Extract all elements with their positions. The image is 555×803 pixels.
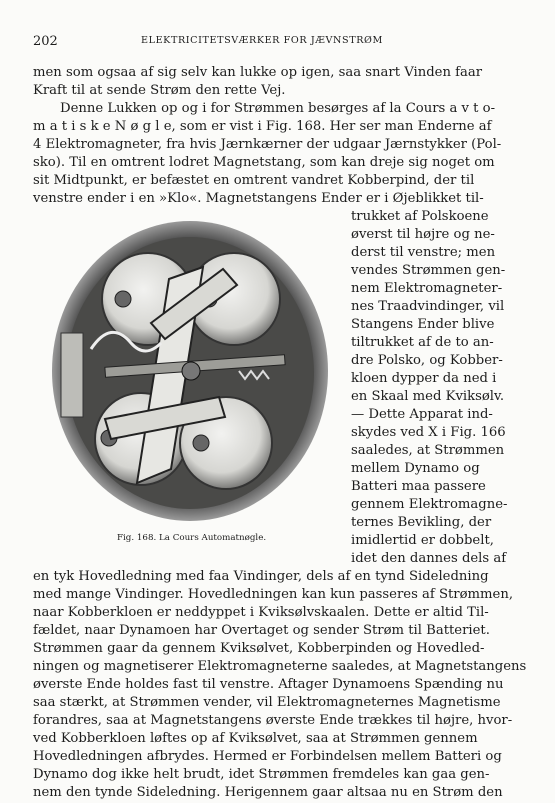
text-line: ternes Bevikling, der	[351, 515, 492, 530]
text-line: sko). Til en omtrent lodret Magnetstang, som kan dreje sig noget om	[33, 155, 495, 170]
text-line: naar Kobberkloen er neddyppet i Kviksølvskaalen. Dette er altid Til-	[33, 605, 489, 620]
text-line: ved Kobberkloen løftes op af Kviksølvet, saa at Strømmen gennem	[33, 731, 478, 746]
text-line: saa stærkt, at Strømmen vender, vil Elektromagneternes Magnetisme	[33, 695, 501, 710]
figure-automatic-key	[51, 221, 328, 526]
running-head: ELEKTRICITETSVÆRKER FOR JÆVNSTRØM	[141, 35, 383, 46]
text-line: gennem Elektromagne-	[351, 497, 508, 512]
text-line: saaledes, at Strømmen	[351, 443, 505, 458]
text-line: men som ogsaa af sig selv kan lukke op igen, saa snart Vinden faar	[33, 65, 483, 80]
text-line: derst til venstre; men	[351, 245, 496, 260]
screw	[193, 435, 209, 451]
left-bracket	[61, 333, 83, 417]
text-line: — Dette Apparat ind-	[351, 407, 493, 422]
text-line: sit Midtpunkt, er befæstet en omtrent vandret Kobberpind, der til	[33, 173, 475, 188]
text-line: en Skaal med Kviksølv.	[351, 389, 505, 404]
page-header	[33, 34, 523, 50]
text-line: idet den dannes dels af	[351, 551, 507, 566]
text-line: øverst til højre og ne-	[351, 227, 495, 242]
text-line: mellem Dynamo og	[351, 461, 480, 476]
text-line: nem den tynde Sideledning. Herigennem gaar altsaa nu en Strøm den	[33, 785, 503, 800]
text-line: kloen dypper da ned i	[351, 371, 497, 386]
pivot	[182, 362, 200, 380]
text-line: trukket af Polskoene	[351, 209, 489, 224]
text-line: øverste Ende holdes fast til venstre. Aftager Dynamoens Spænding nu	[33, 677, 504, 692]
text-line: med mange Vindinger. Hovedledningen kan kun passeres af Strømmen,	[33, 587, 514, 602]
text-line: Dynamo dog ikke helt brudt, idet Strømmen fremdeles kan gaa gen-	[33, 767, 490, 782]
text-line: Denne Lukken op og i for Strømmen besørges af la Cours a v t o-	[60, 101, 496, 116]
text-line: en tyk Hovedledning med faa Vindinger, dels af en tynd Sideledning	[33, 569, 489, 584]
text-line: nem Elektromagneter-	[351, 281, 503, 296]
text-line: Hovedledningen afbrydes. Hermed er Forbindelsen mellem Batteri og	[33, 749, 502, 764]
page-number: 202	[33, 34, 58, 49]
text-line: 4 Elektromagneter, fra hvis Jærnkærner der udgaar Jærnstykker (Pol-	[33, 137, 502, 152]
text-line: forandres, saa at Magnetstangens øverste Ende trækkes til højre, hvor-	[33, 713, 513, 728]
text-line: m a t i s k e N ø g l e, som er vist i Fig. 168. Her ser man Enderne af	[33, 119, 492, 134]
text-line: fældet, naar Dynamoen har Overtaget og sender Strøm til Batteriet.	[33, 623, 490, 638]
text-line: Stangens Ender blive	[351, 317, 495, 332]
figure-photograph	[51, 221, 328, 526]
figure-caption: Fig. 168. La Cours Automatnøgle.	[117, 533, 267, 543]
text-line: Batteri maa passere	[351, 479, 486, 494]
text-line: venstre ender i en »Klo«. Magnetstangens Ender er i Øjeblikket til-	[33, 191, 484, 206]
text-line: nes Traadvindinger, vil	[351, 299, 505, 314]
text-line: vendes Strømmen gen-	[351, 263, 506, 278]
screw	[115, 291, 131, 307]
text-line: skydes ved X i Fig. 166	[351, 425, 506, 440]
text-line: Strømmen gaar da gennem Kviksølvet, Kobberpinden og Hovedled-	[33, 641, 485, 656]
text-line: imidlertid er dobbelt,	[351, 533, 494, 548]
text-line: dre Polsko, og Kobber-	[351, 353, 503, 368]
text-line: tiltrukket af de to an-	[351, 335, 494, 350]
text-line: Kraft til at sende Strøm den rette Vej.	[33, 83, 286, 98]
text-line: ningen og magnetiserer Elektromagneterne saaledes, at Magnetstangens	[33, 659, 527, 674]
